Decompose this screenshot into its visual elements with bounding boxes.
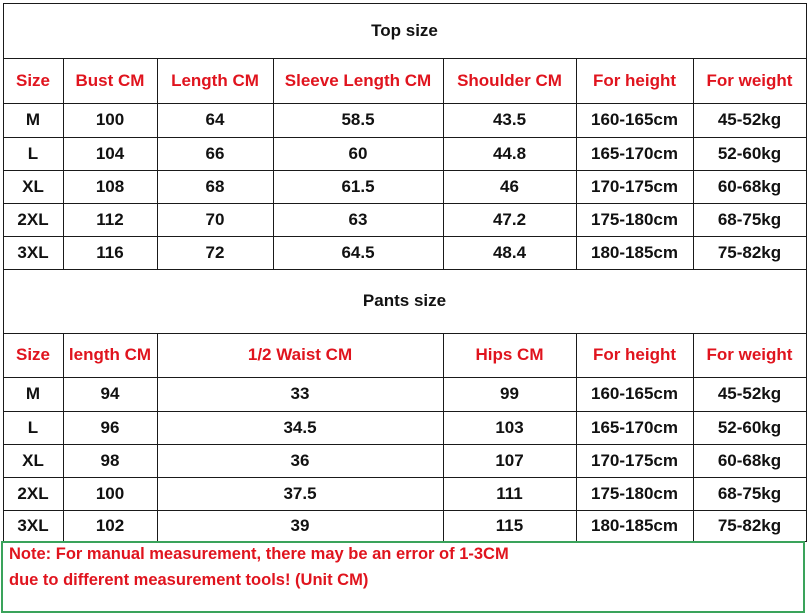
top-table-cell: 47.2 <box>492 209 527 229</box>
grid-line <box>273 58 274 269</box>
grid-line <box>3 510 807 511</box>
measurement-note <box>1 541 805 613</box>
grid-line <box>63 58 64 269</box>
pants-table-cell: 36 <box>290 450 310 470</box>
pants-header-cell: For weight <box>706 345 793 364</box>
grid-line <box>3 170 807 171</box>
note-line-1: Note: For manual measurement, there may be an error of 1-3CM <box>9 545 509 563</box>
top-table-cell: 2XL <box>17 209 49 229</box>
pants-table-cell: 39 <box>290 515 310 535</box>
top-table-cell: 68-75kg <box>717 209 782 229</box>
top-table-cell: 43.5 <box>492 110 527 129</box>
grid-line <box>3 103 807 104</box>
pants-table-cell: 45-52kg <box>717 384 782 403</box>
pants-table-cell: 165-170cm <box>591 417 678 437</box>
pants-table-cell: 52-60kg <box>717 417 782 437</box>
grid-line <box>806 269 807 541</box>
pants-table-cell: 60-68kg <box>717 450 782 470</box>
pants-table-cell: 111 <box>496 483 523 503</box>
pants-table-cell: 99 <box>500 384 519 403</box>
pants-table-cell: 160-165cm <box>591 384 678 403</box>
grid-line <box>3 444 807 445</box>
grid-line <box>3 269 807 270</box>
top-table-cell: 60 <box>348 143 368 163</box>
top-table-cell: 104 <box>95 143 125 163</box>
grid-line <box>3 58 807 59</box>
top-header-cell: For height <box>592 70 677 90</box>
pants-table-cell: 37.5 <box>283 483 317 503</box>
top-table-cell: 116 <box>96 242 124 262</box>
pants-table-cell: 2XL <box>17 483 49 503</box>
top-table-cell: 108 <box>95 176 125 196</box>
top-table-cell: 45-52kg <box>717 110 782 129</box>
top-table-cell: L <box>27 143 39 163</box>
top-table-cell: 48.4 <box>492 242 527 262</box>
pants-table-cell: 75-82kg <box>717 515 782 535</box>
grid-line <box>806 3 807 269</box>
top-header-cell: Bust CM <box>75 70 145 90</box>
top-table-cell: 64.5 <box>341 242 375 262</box>
pants-table-cell: 102 <box>95 515 125 535</box>
top-table-cell: 44.8 <box>492 143 527 163</box>
top-table-cell: 63 <box>348 209 368 229</box>
pants-table-cell: 100 <box>95 483 125 503</box>
pants-table-cell: 175-180cm <box>591 483 678 503</box>
top-table-cell: 66 <box>205 143 225 163</box>
grid-line <box>157 58 158 269</box>
top-header-cell: Length CM <box>171 70 259 90</box>
top-table-cell: 175-180cm <box>591 209 678 229</box>
pants-table-cell: 96 <box>100 417 120 437</box>
pants-table-cell: 170-175cm <box>591 450 678 470</box>
pants-table-cell: 103 <box>495 417 524 437</box>
top-table-cell: 46 <box>500 176 519 196</box>
top-table-cell: XL <box>22 176 44 196</box>
grid-line <box>693 58 694 269</box>
pants-header-cell: Hips CM <box>475 345 544 364</box>
top-table-cell: 3XL <box>17 242 49 262</box>
top-table-cell: 112 <box>96 209 124 229</box>
top-table-cell: 180-185cm <box>591 242 678 262</box>
pants-table-cell: 115 <box>495 515 524 535</box>
pants-header-cell: length CM <box>68 345 152 364</box>
top-table-cell: M <box>25 110 41 129</box>
pants-header-cell: Size <box>15 345 51 364</box>
top-table-cell: 170-175cm <box>591 176 678 196</box>
pants-table-cell: 33 <box>290 384 310 403</box>
grid-line <box>576 333 577 541</box>
grid-line <box>3 203 807 204</box>
grid-line <box>3 137 807 138</box>
top-header-cell: Shoulder CM <box>457 70 562 90</box>
grid-line <box>3 3 807 4</box>
top-header-cell: Size <box>15 70 51 90</box>
top-table-cell: 160-165cm <box>591 110 678 129</box>
top-table-cell: 72 <box>205 242 225 262</box>
pants-table-cell: 94 <box>100 384 120 403</box>
pants-table-cell: 180-185cm <box>591 515 678 535</box>
pants-table-cell: 98 <box>100 450 120 470</box>
top-table-cell: 58.5 <box>341 110 375 129</box>
grid-line <box>3 236 807 237</box>
grid-line <box>443 58 444 269</box>
pants-table-cell: XL <box>22 450 44 470</box>
pants-table-cell: L <box>27 417 39 437</box>
grid-line <box>157 333 158 541</box>
pants-table-cell: 107 <box>495 450 524 470</box>
pants-title: Pants size <box>362 291 447 310</box>
grid-line <box>3 477 807 478</box>
top-table-cell: 75-82kg <box>717 242 782 262</box>
pants-table-cell: 34.5 <box>283 417 317 437</box>
note-line-2: due to different measurement tools! (Unit CM) <box>9 571 369 589</box>
top-header-cell: Sleeve Length CM <box>284 70 432 90</box>
grid-line <box>3 269 4 541</box>
grid-line <box>3 333 807 334</box>
top-title: Top size <box>371 20 438 40</box>
pants-table-cell: M <box>25 384 41 403</box>
grid-line <box>693 333 694 541</box>
pants-table-cell: 3XL <box>17 515 49 535</box>
grid-line <box>3 3 4 269</box>
grid-line <box>3 377 807 378</box>
top-table-cell: 100 <box>95 110 125 129</box>
top-table-cell: 52-60kg <box>717 143 782 163</box>
pants-header-cell: 1/2 Waist CM <box>247 345 353 364</box>
grid-line <box>63 333 64 541</box>
top-table-cell: 61.5 <box>341 176 375 196</box>
top-table-cell: 70 <box>205 209 225 229</box>
top-table-cell: 68 <box>205 176 225 196</box>
pants-table-cell: 68-75kg <box>717 483 782 503</box>
grid-line <box>443 333 444 541</box>
top-table-cell: 60-68kg <box>717 176 782 196</box>
top-table-cell: 165-170cm <box>591 143 678 163</box>
top-table-cell: 64 <box>205 110 225 129</box>
grid-line <box>3 411 807 412</box>
grid-line <box>576 58 577 269</box>
pants-header-cell: For height <box>592 345 677 364</box>
top-header-cell: For weight <box>706 70 793 90</box>
